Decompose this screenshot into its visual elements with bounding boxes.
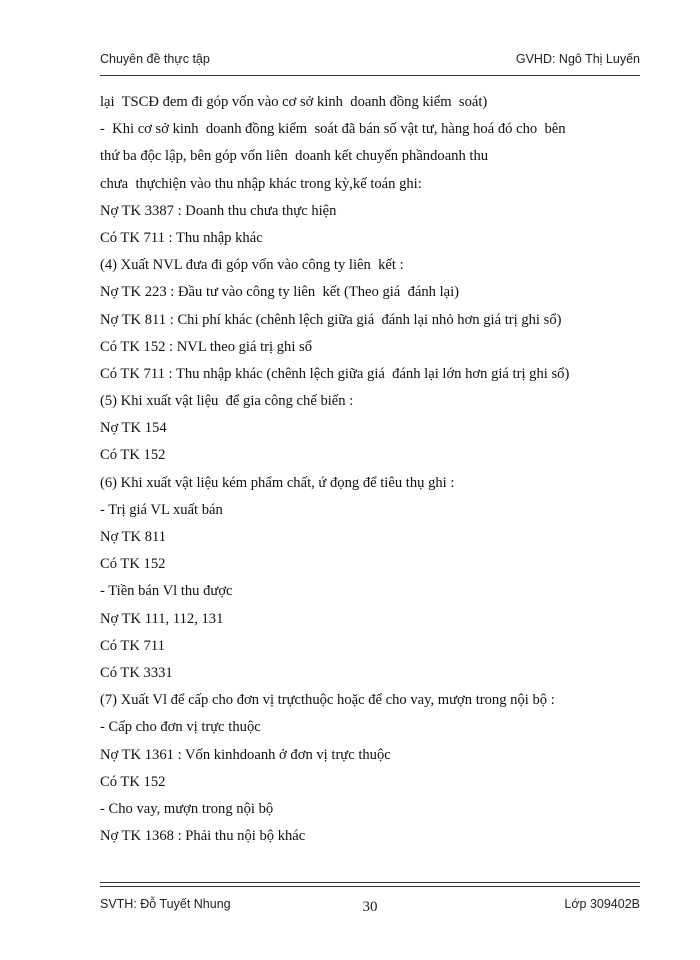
text-line: Nợ TK 811 xyxy=(100,529,167,545)
section-heading: (7) Xuất Vl để cấp cho đơn vị trựcthuộc hoặc để cho vay, mượn trong nội bộ : xyxy=(100,692,555,709)
page-number: 30 xyxy=(362,899,378,915)
text-line: Có TK 711 xyxy=(100,637,165,654)
text-line: Nợ TK 111, 112, 131 xyxy=(100,610,224,627)
section-heading: (6) Khi xuất vật liệu kém phẩm chất, ứ đọng để tiêu thụ ghi : xyxy=(100,474,455,491)
footer-divider-top xyxy=(100,882,640,883)
text-line: Nợ TK 1368 : Phải thu nội bộ khác xyxy=(100,828,306,845)
text-line: Có TK 711 : Thu nhập khác xyxy=(100,229,263,246)
text-line: - Khi cơ sở kinh doanh đồng kiểm soát đã bán số vật tư, hàng hoá đó cho bên xyxy=(100,121,566,138)
text-line: lại TSCĐ đem đi góp vốn vào cơ sở kinh doanh đồng kiểm soát) xyxy=(100,94,488,110)
text-line: Có TK 152 xyxy=(100,773,166,790)
text-line: Có TK 152 xyxy=(100,447,166,464)
text-line: - Tiền bán Vl thu được xyxy=(100,583,233,600)
text-line: Có TK 711 : Thu nhập khác (chênh lệch giữa giá đánh lại lớn hơn giá trị ghi sổ) xyxy=(100,365,570,382)
text-line: Nợ TK 3387 : Doanh thu chưa thực hiện xyxy=(100,202,337,219)
section-heading: (4) Xuất NVL đưa đi góp vốn vào công ty liên kết : xyxy=(100,257,404,274)
text-line: Nợ TK 223 : Đầu tư vào công ty liên kết (Theo giá đánh lại) xyxy=(100,284,460,301)
text-line: Có TK 3331 xyxy=(100,664,173,681)
page-header xyxy=(100,52,640,72)
text-line: - Cho vay, mượn trong nội bộ xyxy=(100,800,274,817)
header-document-title: Chuyên đề thực tập xyxy=(100,52,210,66)
text-line: - Trị giá VL xuất bán xyxy=(100,501,223,518)
text-line: Có TK 152 xyxy=(100,556,166,573)
header-divider xyxy=(100,75,640,76)
header-supervisor: GVHD: Ngô Thị Luyến xyxy=(515,52,640,66)
text-line: - Cấp cho đơn vị trực thuộc xyxy=(100,719,261,736)
page-footer xyxy=(100,895,640,919)
text-line: thứ ba độc lập, bên góp vốn liên doanh kết chuyển phầndoanh thu xyxy=(100,148,489,165)
footer-divider-bottom xyxy=(100,886,640,887)
text-line: Có TK 152 : NVL theo giá trị ghi sổ xyxy=(100,338,313,355)
footer-class-code: Lớp 309402B xyxy=(564,897,640,911)
text-line: Nợ TK 811 : Chi phí khác (chênh lệch giữa giá đánh lại nhỏ hơn giá trị ghi sổ) xyxy=(100,311,562,328)
text-line: Nợ TK 1361 : Vốn kinhdoanh ở đơn vị trực thuộc xyxy=(100,746,391,763)
text-line: chưa thựchiện vào thu nhập khác trong kỳ,kế toán ghi: xyxy=(100,175,422,192)
footer-student-name: SVTH: Đỗ Tuyết Nhung xyxy=(100,897,231,911)
section-heading: (5) Khi xuất vật liệu để gia công chế biến : xyxy=(100,393,354,410)
text-line: Nợ TK 154 xyxy=(100,420,167,437)
document-body xyxy=(100,92,645,853)
